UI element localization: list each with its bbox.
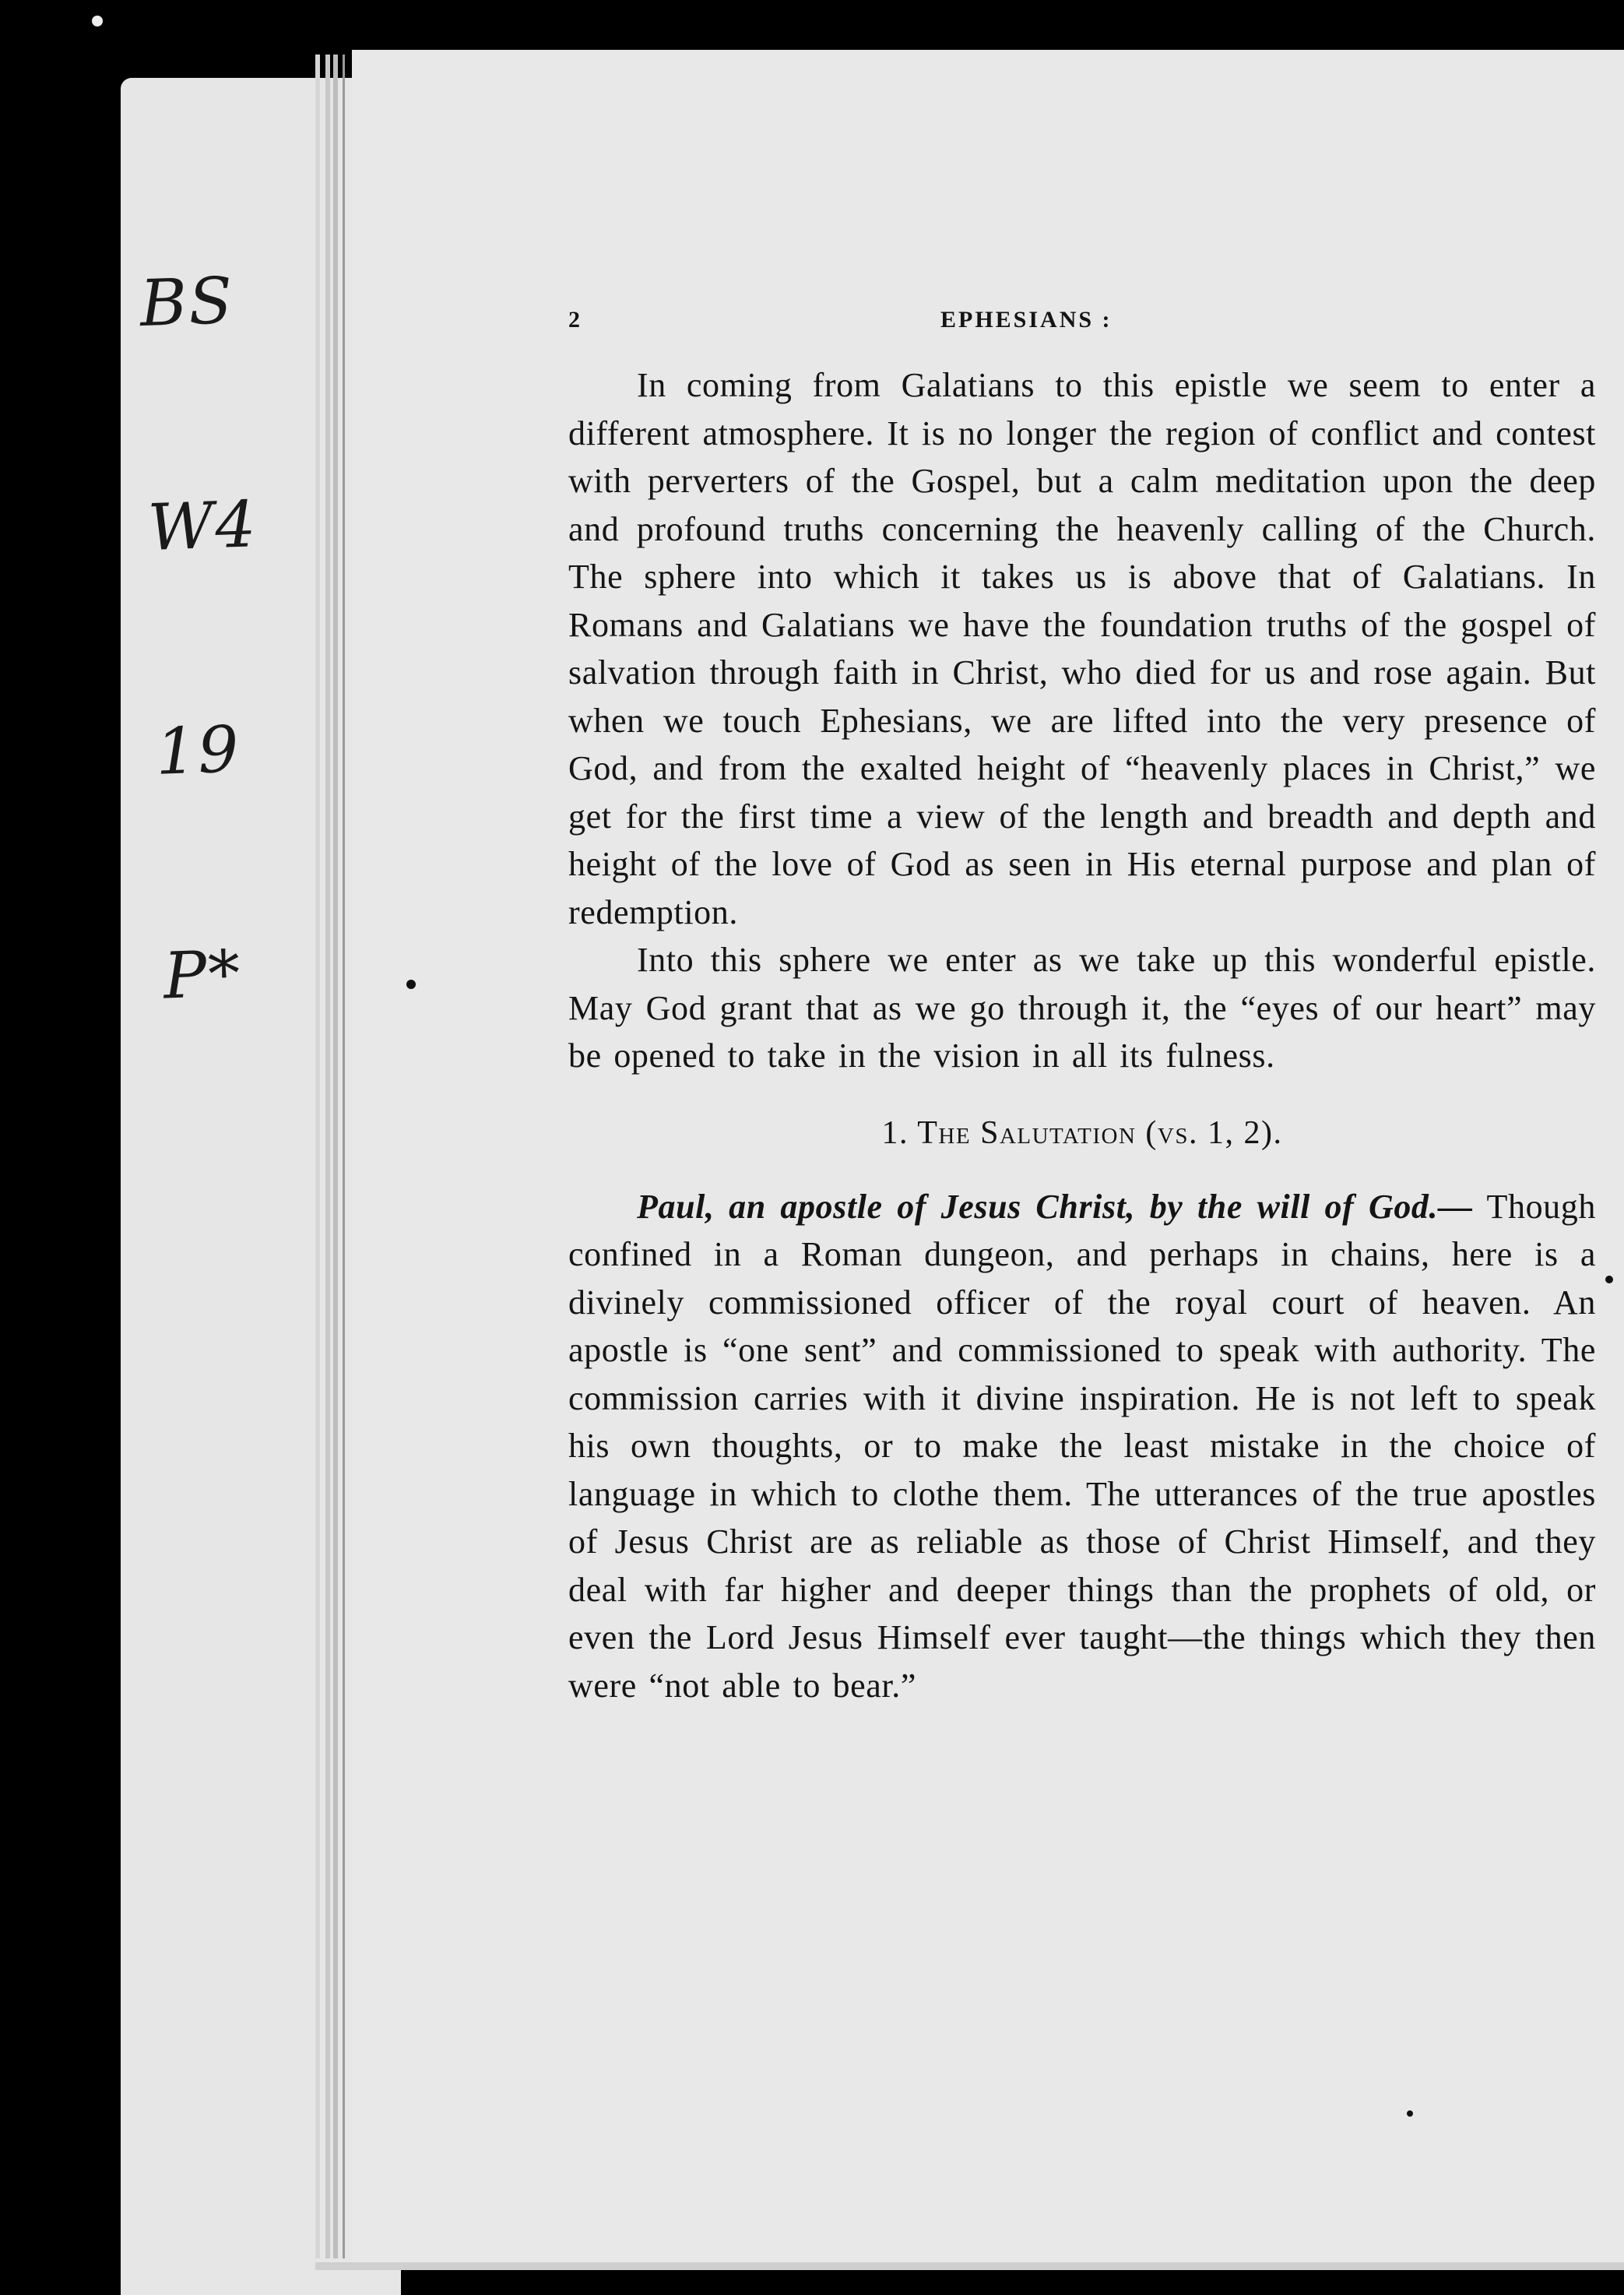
call-number-line: P* <box>162 937 243 1014</box>
page-edge <box>343 55 345 2258</box>
intro-paragraph: In coming from Galatians to this epistle we seem to enter a different atmosphere. It is no longer the region of conflict and contest with perverters of the Gospel, but a calm meditation upon the deep and profound truths concerning the heavenly calling of the Church. The sphere into which it takes us is above that of Galatians. In Romans and Galatians we have the foundation truths of the gospel of salvation through faith in Christ, who died for us and rose again. But when we touch Ephesians, we are lifted into the very presence of God, and from the exalted height of “heavenly places in Christ,” we get for the first time a view of the length and breadth and depth and height of the love of God as seen in His eternal purpose and plan of redemption. <box>568 366 1596 931</box>
section-paragraph <box>568 1183 1596 1710</box>
page-number: 2 <box>568 307 582 333</box>
verse-lead-phrase: Paul, an apostle of Jesus Christ, by the will of God.— <box>637 1187 1473 1226</box>
call-number-line: W4 <box>146 488 259 565</box>
running-header <box>568 307 1596 354</box>
section-body-text: Though confined in a Roman dungeon, and perhaps in chains, here is a divinely commissioned officer of the royal court of heaven. An apostle is “one sent” and commissioned to speak with authority. The commission carries with it divine inspiration. He is not left to speak his own thoughts, or to make the least mistake in the choice of language in which to clothe them. The utterances of the true apostles of Jesus Christ are as reliable as those of Christ Himself, and they deal with far higher and deeper things than the prophets of old, or even the Lord Jesus Himself ever taught—the things which they then were “not able to bear.” <box>568 1187 1596 1705</box>
page-edge <box>315 2262 1624 2270</box>
scan-speck <box>1605 1276 1613 1283</box>
page-edge <box>333 55 338 2258</box>
intro-paragraph: Into this sphere we enter as we take up this wonderful epistle. May God grant that as we go through it, the “eyes of our heart” may be opened to take in the vision in all its fulness. <box>568 941 1596 1075</box>
scan-speck <box>406 980 416 989</box>
call-number-line: 19 <box>154 713 241 790</box>
section-heading: 1. The Salutation (vs. 1, 2). <box>881 1114 1283 1151</box>
running-title: EPHESIANS : <box>940 307 1113 333</box>
scan-speck <box>1407 2110 1413 2117</box>
page-content <box>568 307 1596 1709</box>
scan-speck <box>92 16 103 26</box>
page-edge <box>315 55 320 2258</box>
book-page <box>352 50 1624 2269</box>
handwritten-call-number <box>134 113 301 1163</box>
call-number-line: BS <box>139 264 235 342</box>
page-edge <box>325 55 330 2258</box>
